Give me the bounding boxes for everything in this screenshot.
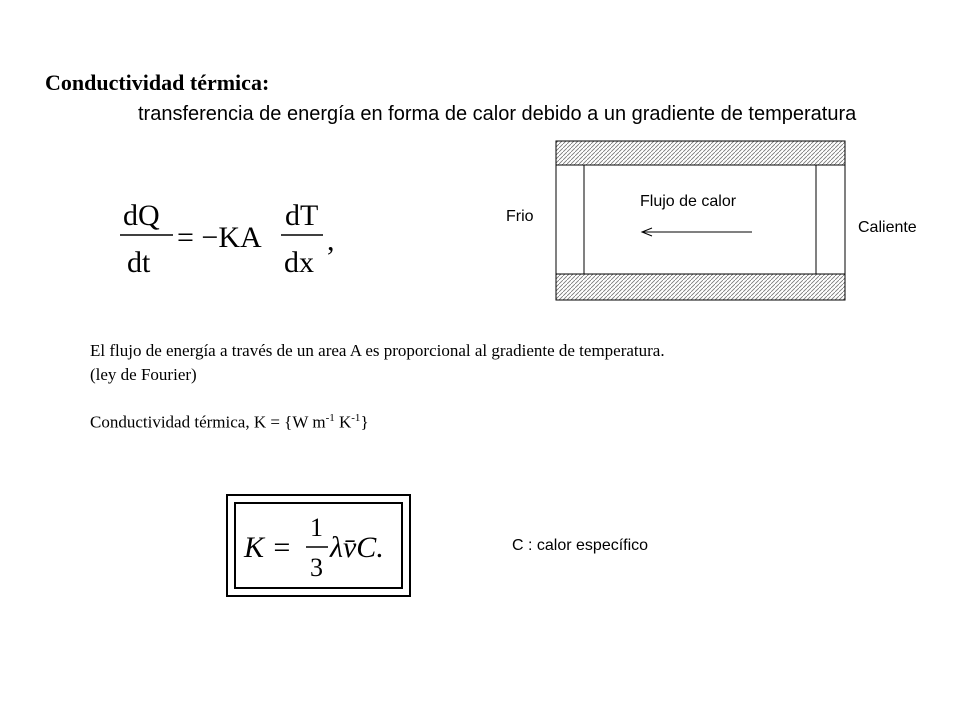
page-subtitle: transferencia de energía en forma de calor debido a un gradiente de temperatura xyxy=(138,103,857,125)
bottom-wall xyxy=(556,274,845,300)
units-sup-2: -1 xyxy=(351,412,361,424)
eq1-lhs-numerator: dQ xyxy=(123,199,160,232)
units-sup-1: -1 xyxy=(325,412,335,424)
fourier-law-note: (ley de Fourier) xyxy=(90,365,197,384)
eq2-lhs: K = xyxy=(244,531,292,564)
eq1-rhs-numerator: dT xyxy=(285,199,319,232)
fourier-equation xyxy=(115,195,345,285)
cold-label: Frio xyxy=(506,208,534,225)
units-prefix: Conductividad térmica, K = {W m xyxy=(90,412,326,432)
eq2-fraction-denominator: 3 xyxy=(310,553,323,582)
eq1-lhs-denominator: dt xyxy=(127,246,151,279)
specific-heat-label: C : calor específico xyxy=(512,537,649,554)
hot-label: Caliente xyxy=(858,219,917,236)
kinetic-conductivity-equation xyxy=(226,494,412,598)
top-wall xyxy=(556,141,845,165)
heat-flow-diagram xyxy=(555,140,847,302)
eq2-fraction-numerator: 1 xyxy=(310,513,323,542)
eq1-rhs-denominator: dx xyxy=(284,246,314,279)
conductivity-units xyxy=(90,412,369,433)
fourier-description: El flujo de energía a través de un area A es proporcional al gradiente de temperatura. xyxy=(90,341,665,360)
page-title: Conductividad térmica: xyxy=(45,70,270,95)
eq1-equals-minus-ka: = −KA xyxy=(177,221,262,254)
units-suffix: } xyxy=(360,412,369,432)
units-mid: K xyxy=(334,412,352,432)
eq2-rhs: λv̄C. xyxy=(330,531,384,564)
heat-flow-label: Flujo de calor xyxy=(640,193,737,210)
eq1-trailing-comma: , xyxy=(327,224,335,257)
